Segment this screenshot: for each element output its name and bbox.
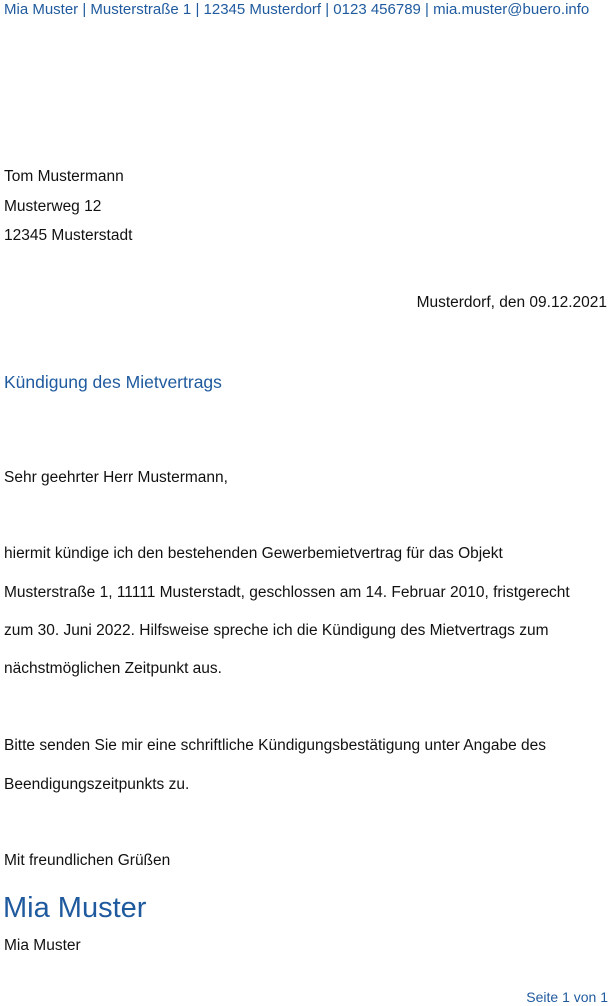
body-paragraph2-line: Beendigungszeitpunkts zu. xyxy=(4,776,190,793)
body-paragraph1-line: Musterstraße 1, 11111 Musterstadt, geschlossen am 14. Februar 2010, fristgerecht xyxy=(4,584,570,601)
letter-subject: Kündigung des Mietvertrags xyxy=(4,372,222,392)
letterhead-sender-line: Mia Muster | Musterstraße 1 | 12345 Musterdorf | 0123 456789 | mia.muster@buero.info xyxy=(4,1,590,18)
date-line: Musterdorf, den 09.12.2021 xyxy=(416,294,607,311)
recipient-name: Tom Mustermann xyxy=(4,168,124,185)
recipient-city: 12345 Musterstadt xyxy=(4,227,133,244)
body-paragraph1-line: hiermit kündige ich den bestehenden Gewerbemietvertrag für das Objekt xyxy=(4,545,503,562)
signature-printed-name: Mia Muster xyxy=(4,937,81,954)
body-paragraph1-line: nächstmöglichen Zeitpunkt aus. xyxy=(4,660,222,677)
closing: Mit freundlichen Grüßen xyxy=(4,852,171,869)
body-paragraph1-line: zum 30. Juni 2022. Hilfsweise spreche ich die Kündigung des Mietvertrags zum xyxy=(4,622,549,639)
recipient-street: Musterweg 12 xyxy=(4,198,102,215)
body-paragraph2-line: Bitte senden Sie mir eine schriftliche Kündigungsbestätigung unter Angabe des xyxy=(4,737,546,754)
salutation: Sehr geehrter Herr Mustermann, xyxy=(4,469,228,486)
page-number: Seite 1 von 1 xyxy=(526,989,608,1005)
signature-script: Mia Muster xyxy=(3,892,147,924)
